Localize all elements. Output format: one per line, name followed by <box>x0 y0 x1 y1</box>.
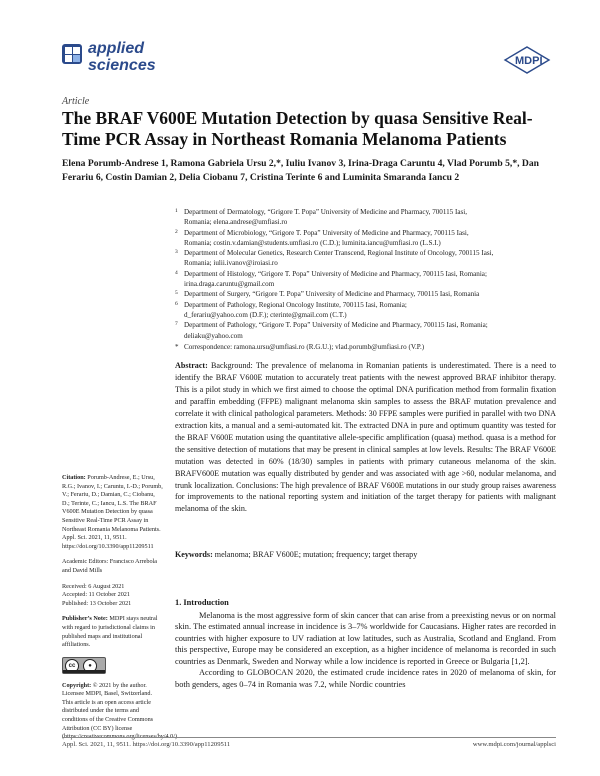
intro-paragraph-2: According to GLOBOCAN 2020, the estimated crude incidence rates in 2020 of melanoma of skin, for both genders, ages 0–74 in Romania was 7.2, while Nordic countries <box>175 668 556 689</box>
abstract <box>175 360 556 515</box>
received-date: Received: 6 August 2021 <box>62 582 125 590</box>
journal-logo-icon <box>62 44 82 64</box>
journal-name <box>88 40 156 74</box>
mdpi-logo <box>503 46 551 74</box>
affiliation-6: 6 Department of Pathology, Regional Oncology Institute, 700115 Iasi, Romania; d_ferariu@yahoo.com (D.F.); cterinte@gmail.com (C.T.) <box>175 300 407 319</box>
footer-citation: Appl. Sci. 2021, 11, 9511. https://doi.org/10.3390/app11209511 <box>62 741 231 748</box>
accepted-date: Accepted: 11 October 2021 <box>62 591 130 599</box>
correspondence: * Correspondence: ramona.ursu@umfiasi.ro (R.G.U.); vlad.porumb@umfiasi.ro (V.P.) <box>175 342 425 351</box>
citation: Citation: Porumb-Andrese, E.; Ursu, R.G.; Ivanov, I.; Caruntu, I.-D.; Porumb, V.; Ferariu, D.; Damian, C.; Ciobanu, D.; Terinte, C.; Iancu, L.S. The BRAF V600E Mutation Detection by quasa Sensitive Real-Time PCR Assay in Northeast Romania Melanoma Patients. Appl. Sci. 2021, 11, 9511. https://doi.org/10.3390/app11209511 <box>62 474 163 550</box>
affiliation-1: 1 Department of Dermatology, “Grigore T. Popa” University of Medicine and Pharmacy, 700115 Iasi, Romania; elena.andrese@umfiasi.ro <box>175 208 468 227</box>
section-heading: 1. Introduction <box>175 598 229 607</box>
affiliation-4: 4 Department of Histology, “Grigore T. Popa” University of Medicine and Pharmacy, 700115 Iasi, Romania; irina.draga.caruntu@gmail.com <box>175 269 487 289</box>
dates <box>62 583 164 609</box>
journal-name-line1: applied <box>88 40 145 57</box>
footer-divider <box>62 737 556 738</box>
article-title: The BRAF V600E Mutation Detection by quasa Sensitive Real-Time PCR Assay in Northeast Romania Melanoma Patients <box>62 108 533 149</box>
affiliation-3: 3 Department of Molecular Genetics, Research Center Transcend, Regional Institute of Oncology, 700115 Iasi, Romania; iulii.ivanov@iroiasi.ro <box>175 249 494 268</box>
journal-name-line2: sciences <box>88 57 156 74</box>
cc-by-license-icon[interactable] <box>62 657 106 674</box>
article-type: Article <box>62 96 90 107</box>
publisher-name: MDPI <box>515 55 543 67</box>
keywords-text: melanoma; BRAF V600E; mutation; frequency; target therapy <box>214 550 418 559</box>
sidebar <box>62 474 179 749</box>
abstract-text: Background: The prevalence of melanoma in Romanian patients is underestimated. There is a need to identify the BRAF V600E mutation to accurately treat patients with the newest approved BRAF inhibitor therapy. This is a pilot study in which we first aimed to choose the optimal DNA purification method from formalin fixation and paraffin embedding (FFPE) malignant melanoma skin samples to assess the BRAF mutation prevalence and correlate it with clinical pathological parameters. Methods: 30 FFPE samples were purified in parallel with two DNA extraction kits, a manual and a semi-automated kit. The extracted DNA in pure and optimum quantity was tested for the BRAF V600E mutation using the quantitative allele-specific amplification (quasa) method. quasa is a method for the sensitive detection of mutations that may be present in clinical samples at low levels. Results: The BRAF V600E mutation was detected in 60% (18/30) samples in patients with primary cutaneous melanoma of the skin. BRAFV600E mutation was equally distributed by gender and was associated with age >60, nodular melanoma, and trunk localization. Conclusions: The high prevalence of BRAF V600E mutations in our study group raises awareness for improvements to the national reporting system and initiation of the target therapy for patients with malignant melanoma of the skin. <box>175 361 556 514</box>
introduction-text <box>175 610 556 690</box>
copyright: Copyright: © 2021 by the author. Licensee MDPI, Basel, Switzerland. This article is an open access article distributed under the terms and conditions of the Creative Commons Attribution (CC BY) license (https://creativecommons.org/licenses/by/4.0/). <box>62 681 179 741</box>
affiliation-2: 2 Department of Microbiology, “Grigore T. Popa” University of Medicine and Pharmacy, 700115 Iasi, Romania; costin.v.damian@students.umfiasi.ro (C.D.); luminita.iancu@umfiasi.ro (L.S.I.) <box>175 228 469 247</box>
intro-paragraph-1: Melanoma is the most aggressive form of skin cancer that can arise from a preexisting nevus or on normal skin. The estimated annual increase in incidence is 3–7% worldwide for Caucasians. Higher rates are recorded in countries with higher exposure to UV radiation at low latitudes, such as Australia, Scotland and England. From this perspective, Europe may be considered an exception, as a higher incidence of melanoma is recorded in such countries as Denmark, Sweden and Norway while a low incidence is reported in Greece or Bulgaria [1,2]. <box>175 611 556 666</box>
academic-editors: Academic Editors: Francisco Arrebola and David Mills <box>62 558 158 574</box>
badge-strip <box>63 670 105 673</box>
affiliation-5: 5 Department of Surgery, “Grigore T. Popa” University of Medicine and Pharmacy, 700115 Iasi, Romania <box>175 290 480 299</box>
affiliations <box>175 207 555 352</box>
keywords <box>175 549 556 560</box>
author-list: Elena Porumb-Andrese 1, Ramona Gabriela Ursu 2,*, Iuliu Ivanov 3, Irina-Draga Caruntu 4, Vlad Porumb 5,*, Dan Ferariu 6, Costin Damian 2, Delia Ciobanu 7, Cristina Terinte 6 and Luminita Smaranda Iancu 2 <box>62 158 539 183</box>
keywords-label: Keywords: <box>175 550 213 559</box>
footer-journal-link[interactable]: www.mdpi.com/journal/applsci <box>472 741 556 748</box>
publisher-note: Publisher’s Note: MDPI stays neutral with regard to jurisdictional claims in published maps and institutional affiliations. <box>62 615 158 649</box>
by-person-icon: ● <box>83 659 97 673</box>
affiliation-7: 7 Department of Pathology, “Grigore T. Popa” University of Medicine and Pharmacy, 700115 Iasi, Romania; deliaku@yahoo.com <box>175 321 488 340</box>
abstract-label: Abstract: <box>175 361 208 370</box>
cc-icon: cc <box>65 659 79 673</box>
published-date: Published: 13 October 2021 <box>62 599 132 607</box>
